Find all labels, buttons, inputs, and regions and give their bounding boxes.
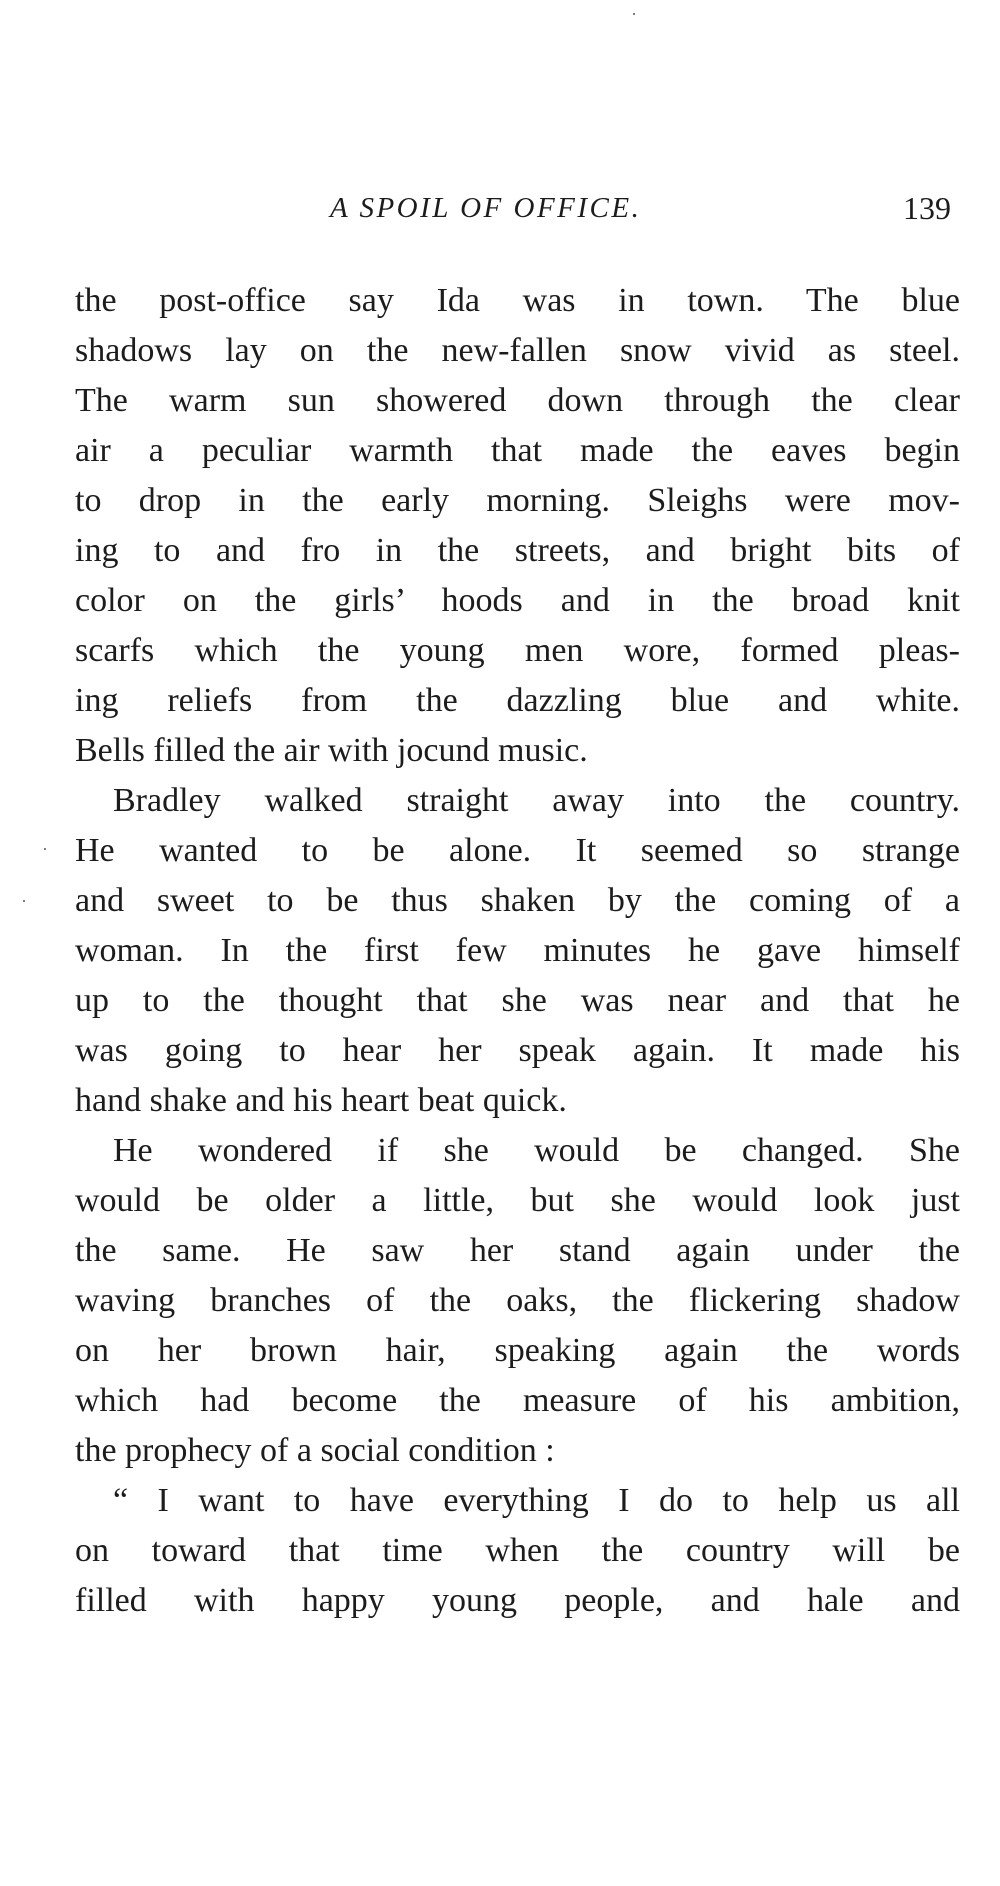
text-line: would be older a little, but she would look just [75, 1182, 960, 1219]
text-line: shadows lay on the new-fallen snow vivid as steel. [75, 332, 960, 369]
text-line: air a peculiar warmth that made the eaves begin [75, 432, 960, 469]
text-line: The warm sun showered down through the clear [75, 382, 960, 419]
running-title: A SPOIL OF OFFICE. [330, 192, 642, 224]
paper-speck [44, 848, 46, 850]
book-page: A SPOIL OF OFFICE. 139 the post-office say Ida was in town. The blue shadows lay on the new-fallen snow vivid as steel. The warm sun showered down through the clear air a peculiar warmth that made the eaves begin to drop in the early morning. Sleighs were mov- ing to and fro in the streets, and bright bits of color on the girls’ hoods and in the broad knit scarfs which the young men wore, formed pleas- ing reliefs from the dazzling blue and white. Bells filled the air with jocund music. Bradley walked straight away into the country. He wanted to be alone. It seemed so strange and sweet to be thus shaken by the coming of a woman. In the first few minutes he gave himself up to the thought that she was near and that he was going to hear her speak again. It made his hand shake and his heart beat quick. He wondered if she would be changed. She would be older a little, but she would look just the same. He saw her stand again under the waving branches of the oaks, the flickering shadow on her brown hair, speaking again the words which had become the measure of his ambition, the prophecy of a social condition : “ I want to have everything I do to help us all on toward that time when the country will be filled with happy young people, and hale and [0, 0, 1000, 1886]
text-line: on toward that time when the country will be [75, 1532, 960, 1569]
text-line: Bells filled the air with jocund music. [75, 732, 588, 769]
text-line: was going to hear her speak again. It made his [75, 1032, 960, 1069]
text-line: the prophecy of a social condition : [75, 1432, 555, 1469]
text-line: “ I want to have everything I do to help us all [113, 1482, 960, 1519]
paper-speck [633, 13, 635, 15]
text-line: ing to and fro in the streets, and bright bits of [75, 532, 960, 569]
text-line: color on the girls’ hoods and in the broad knit [75, 582, 960, 619]
text-line: scarfs which the young men wore, formed pleas- [75, 632, 960, 669]
text-line: and sweet to be thus shaken by the coming of a [75, 882, 960, 919]
text-line: waving branches of the oaks, the flickering shadow [75, 1282, 960, 1319]
text-line: up to the thought that she was near and that he [75, 982, 960, 1019]
text-line: the same. He saw her stand again under the [75, 1232, 960, 1269]
text-line: hand shake and his heart beat quick. [75, 1082, 567, 1119]
text-line: ing reliefs from the dazzling blue and white. [75, 682, 960, 719]
text-line: to drop in the early morning. Sleighs were mov- [75, 482, 960, 519]
text-line: the post-office say Ida was in town. The blue [75, 282, 960, 319]
text-line: woman. In the first few minutes he gave himself [75, 932, 960, 969]
text-line: filled with happy young people, and hale and [75, 1582, 960, 1619]
paper-speck [23, 900, 25, 902]
text-line: on her brown hair, speaking again the words [75, 1332, 960, 1369]
text-line: He wanted to be alone. It seemed so strange [75, 832, 960, 869]
text-line: He wondered if she would be changed. She [113, 1132, 960, 1169]
text-line: which had become the measure of his ambition, [75, 1382, 960, 1419]
text-line: Bradley walked straight away into the country. [113, 782, 960, 819]
